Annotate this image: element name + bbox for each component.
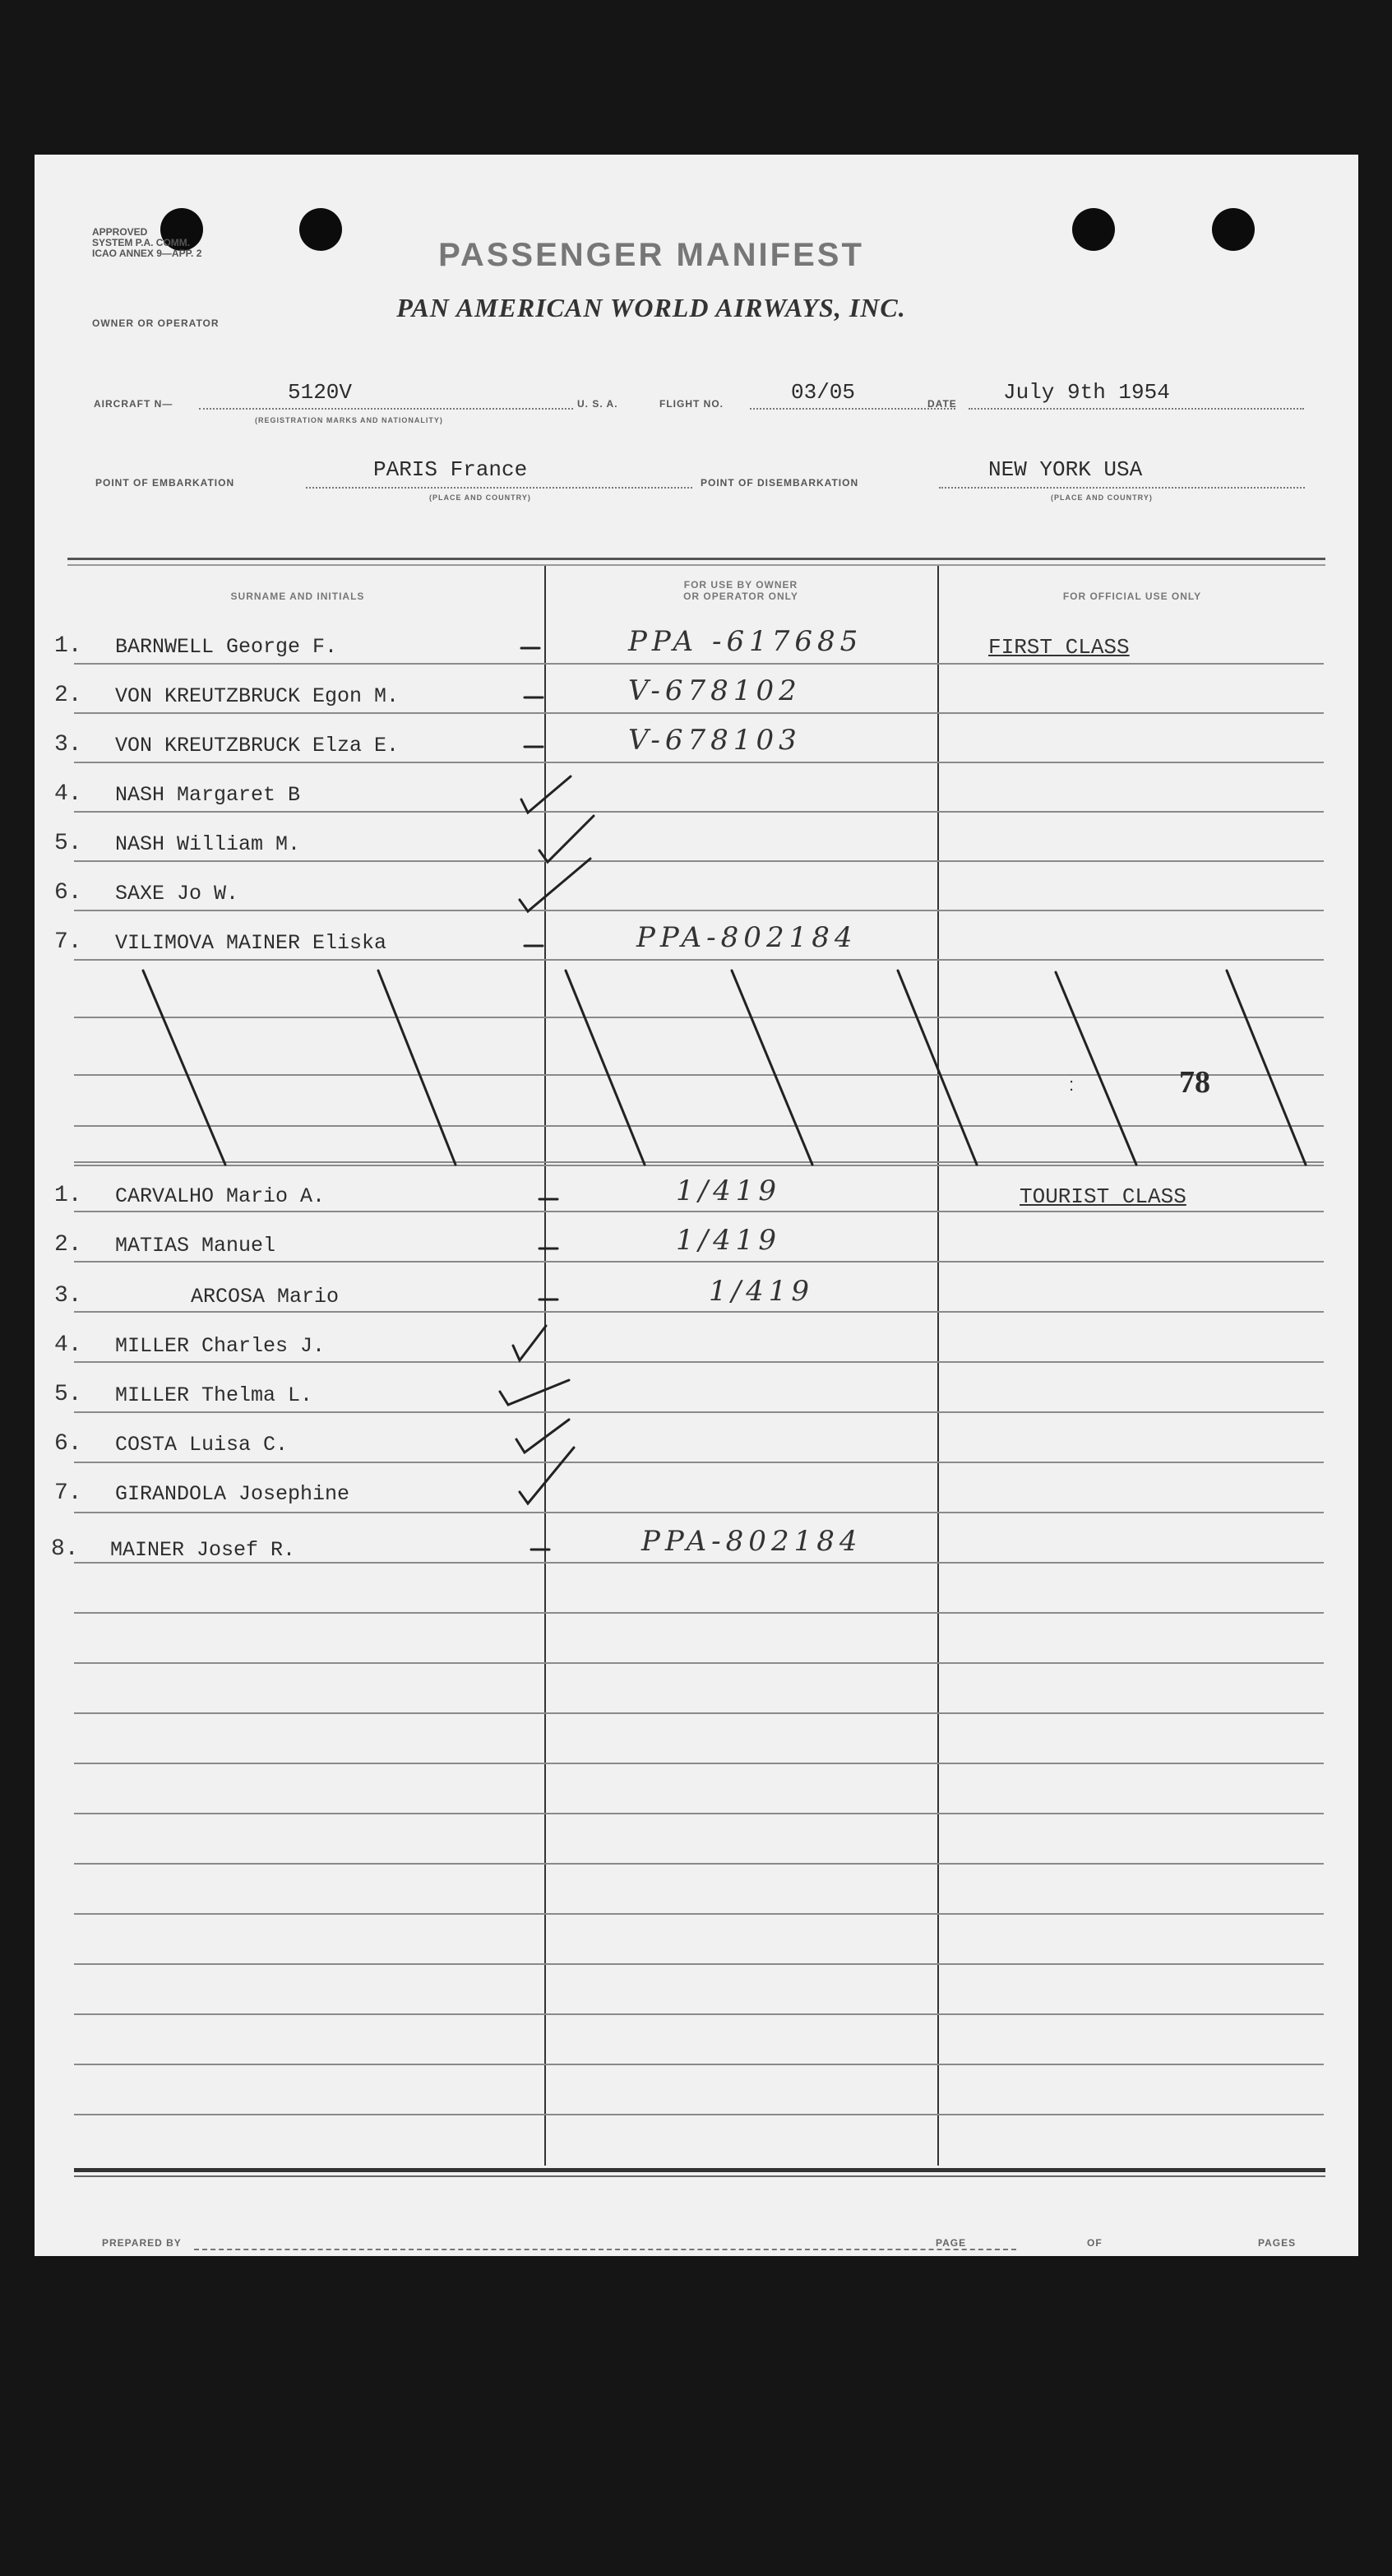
aircraft-value: 5120V	[288, 380, 353, 405]
operator-note: PPA-802184	[641, 1525, 862, 1558]
disembarkation-sublabel: (PLACE AND COUNTRY)	[1051, 493, 1153, 502]
date-value: July 9th 1954	[1003, 380, 1170, 405]
checkmark-icon	[520, 1448, 574, 1503]
row-number: 1.	[54, 1183, 82, 1208]
strike-mark	[143, 971, 225, 1165]
row-number: 4.	[54, 1332, 82, 1358]
strike-mark	[898, 971, 977, 1165]
first-class-label: FIRST CLASS	[988, 635, 1130, 660]
row-number: 6.	[54, 1431, 82, 1457]
flight-label: FLIGHT NO.	[659, 398, 724, 410]
disembarkation-value: NEW YORK USA	[988, 457, 1143, 482]
operator-note: V-678103	[628, 724, 802, 757]
passenger-name: MAINER Josef R.	[110, 1538, 296, 1562]
strike-mark	[378, 971, 456, 1165]
checkmark-icon	[520, 859, 590, 911]
passenger-name: CARVALHO Mario A.	[115, 1184, 326, 1208]
operator-note: PPA -617685	[628, 625, 863, 658]
owner-label: OWNER OR OPERATOR	[92, 317, 220, 329]
page-label: PAGE	[936, 2237, 967, 2249]
row-number: 7.	[54, 1480, 82, 1506]
pages-label: PAGES	[1258, 2237, 1297, 2249]
approval-stamp: APPROVED SYSTEM P.A. COMM. ICAO ANNEX 9—APP. 2	[92, 226, 202, 259]
passenger-name: GIRANDOLA Josephine	[115, 1482, 350, 1506]
operator-note: 1/419	[676, 1174, 781, 1207]
passenger-name: MILLER Charles J.	[115, 1334, 326, 1358]
of-label: OF	[1087, 2237, 1103, 2249]
tourist-class-label: TOURIST CLASS	[1020, 1184, 1186, 1209]
row-number: 5.	[54, 1382, 82, 1407]
count-mark: 78	[1179, 1065, 1210, 1100]
passenger-name: MILLER Thelma L.	[115, 1383, 313, 1407]
passenger-name: NASH William M.	[115, 832, 301, 856]
row-number: 4.	[54, 781, 82, 807]
row-number: 5.	[54, 831, 82, 856]
handwritten-marks	[35, 155, 1358, 2256]
checkmark-icon	[516, 1420, 569, 1452]
row-number: 8.	[51, 1536, 79, 1562]
row-number: 2.	[54, 1232, 82, 1258]
row-number: 2.	[54, 683, 82, 708]
checkmark-icon	[521, 776, 571, 813]
manifest-sheet	[35, 155, 1358, 2256]
operator-note: 1/419	[676, 1224, 781, 1257]
column-header-surname: SURNAME AND INITIALS	[230, 591, 365, 602]
operator-note: PPA-802184	[636, 921, 858, 954]
embarkation-label: POINT OF EMBARKATION	[95, 477, 235, 489]
passenger-name: MATIAS Manuel	[115, 1234, 276, 1258]
row-number: 3.	[54, 732, 82, 758]
prepared-by-label: PREPARED BY	[102, 2237, 182, 2249]
row-number: 7.	[54, 929, 82, 955]
date-label: DATE	[927, 398, 957, 410]
row-number: 3.	[54, 1283, 82, 1309]
aircraft-label: AIRCRAFT N—	[94, 398, 173, 410]
passenger-name: NASH Margaret B	[115, 783, 301, 807]
usa-label: U. S. A.	[577, 398, 618, 410]
strike-mark	[566, 971, 645, 1165]
page-title: PASSENGER MANIFEST	[438, 237, 864, 273]
small-mark: :	[1069, 1074, 1075, 1095]
prepared-by-line	[194, 2249, 1016, 2250]
strike-mark	[732, 971, 812, 1165]
checkmark-icon	[513, 1326, 546, 1360]
passenger-name: SAXE Jo W.	[115, 882, 239, 906]
column-header-operator-use: FOR USE BY OWNER OR OPERATOR ONLY	[683, 579, 798, 602]
passenger-name: COSTA Luisa C.	[115, 1433, 289, 1457]
checkmark-icon	[539, 816, 594, 862]
embarkation-sublabel: (PLACE AND COUNTRY)	[429, 493, 531, 502]
passenger-name: ARCOSA Mario	[191, 1285, 340, 1309]
passenger-name: BARNWELL George F.	[115, 635, 338, 659]
checkmark-icon	[500, 1380, 569, 1405]
strike-mark	[1056, 972, 1136, 1165]
column-header-official: FOR OFFICIAL USE ONLY	[1062, 591, 1202, 602]
disembarkation-label: POINT OF DISEMBARKATION	[701, 477, 859, 489]
strike-mark	[1227, 971, 1306, 1165]
flight-value: 03/05	[791, 380, 856, 405]
operator-name: PAN AMERICAN WORLD AIRWAYS, INC.	[396, 293, 906, 322]
passenger-name: VON KREUTZBRUCK Egon M.	[115, 684, 400, 708]
operator-note: 1/419	[709, 1275, 814, 1308]
passenger-name: VILIMOVA MAINER Eliska	[115, 931, 387, 955]
embarkation-value: PARIS France	[373, 457, 528, 482]
aircraft-sublabel: (REGISTRATION MARKS AND NATIONALITY)	[255, 416, 443, 424]
row-number: 1.	[54, 633, 82, 659]
row-number: 6.	[54, 880, 82, 906]
passenger-name: VON KREUTZBRUCK Elza E.	[115, 734, 400, 758]
operator-note: V-678102	[628, 674, 802, 707]
